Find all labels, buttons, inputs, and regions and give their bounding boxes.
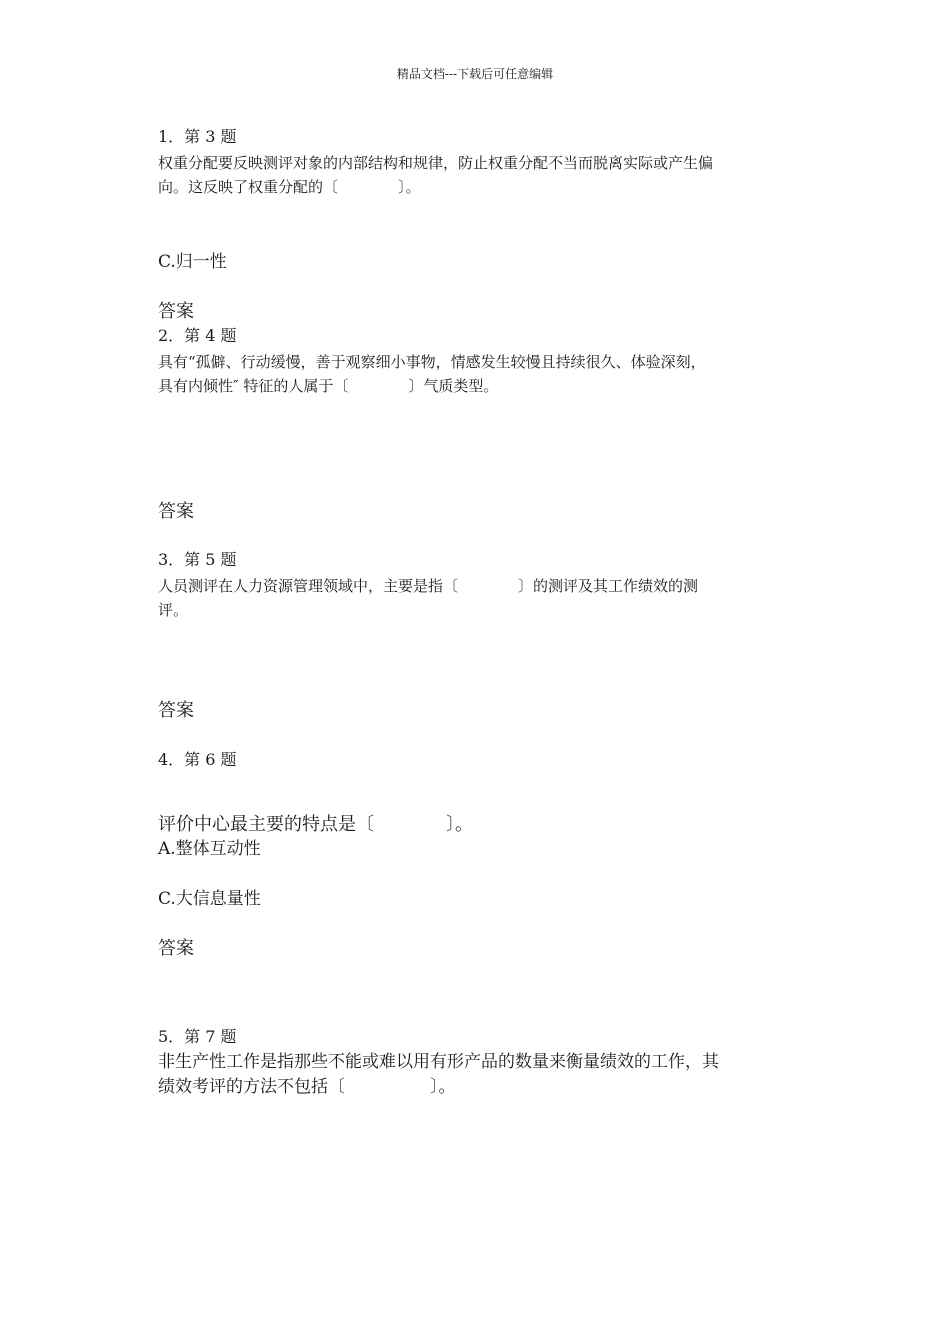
- question-1-title: 1．第 3 题: [158, 127, 237, 146]
- question-1-answer-label: 答案: [158, 301, 194, 322]
- page-header: 精品文档---下载后可任意编辑: [396, 67, 554, 81]
- question-4-title: 4．第 6 题: [158, 750, 237, 769]
- question-1-option-c: C.归一性: [158, 252, 227, 272]
- question-5-text-line-2: 绩效考评的方法不包括〔 〕。: [158, 1077, 456, 1097]
- question-2-text-line-1: 具有“孤僻、行动缓慢，善于观察细小事物，情感发生较慢且持续很久、体验深刻，: [158, 353, 706, 371]
- question-2-answer-label: 答案: [158, 501, 194, 522]
- question-4-option-a: A.整体互动性: [158, 839, 261, 859]
- question-1-text-line-1: 权重分配要反映测评对象的内部结构和规律，防止权重分配不当而脱离实际或产生偏: [158, 154, 714, 172]
- question-3-answer-label: 答案: [158, 700, 194, 721]
- question-5-text-line-1: 非生产性工作是指那些不能或难以用有形产品的数量来衡量绩效的工作，其: [158, 1052, 719, 1072]
- question-3-text-line-2: 评。: [158, 601, 189, 619]
- question-4-option-c: C.大信息量性: [158, 889, 261, 909]
- question-1-text-line-2: 向。这反映了权重分配的〔 〕。: [158, 178, 421, 196]
- question-3-text-line-1: 人员测评在人力资源管理领域中，主要是指〔 〕的测评及其工作绩效的测: [158, 577, 699, 595]
- question-2-title: 2．第 4 题: [158, 326, 237, 345]
- question-2-text-line-2: 具有内倾性″ 特征的人属于〔 〕气质类型。: [158, 377, 499, 395]
- question-3-title: 3．第 5 题: [158, 550, 237, 569]
- question-4-text-line-1: 评价中心最主要的特点是〔 〕。: [158, 814, 473, 835]
- question-4-answer-label: 答案: [158, 938, 194, 959]
- question-5-title: 5．第 7 题: [158, 1027, 237, 1046]
